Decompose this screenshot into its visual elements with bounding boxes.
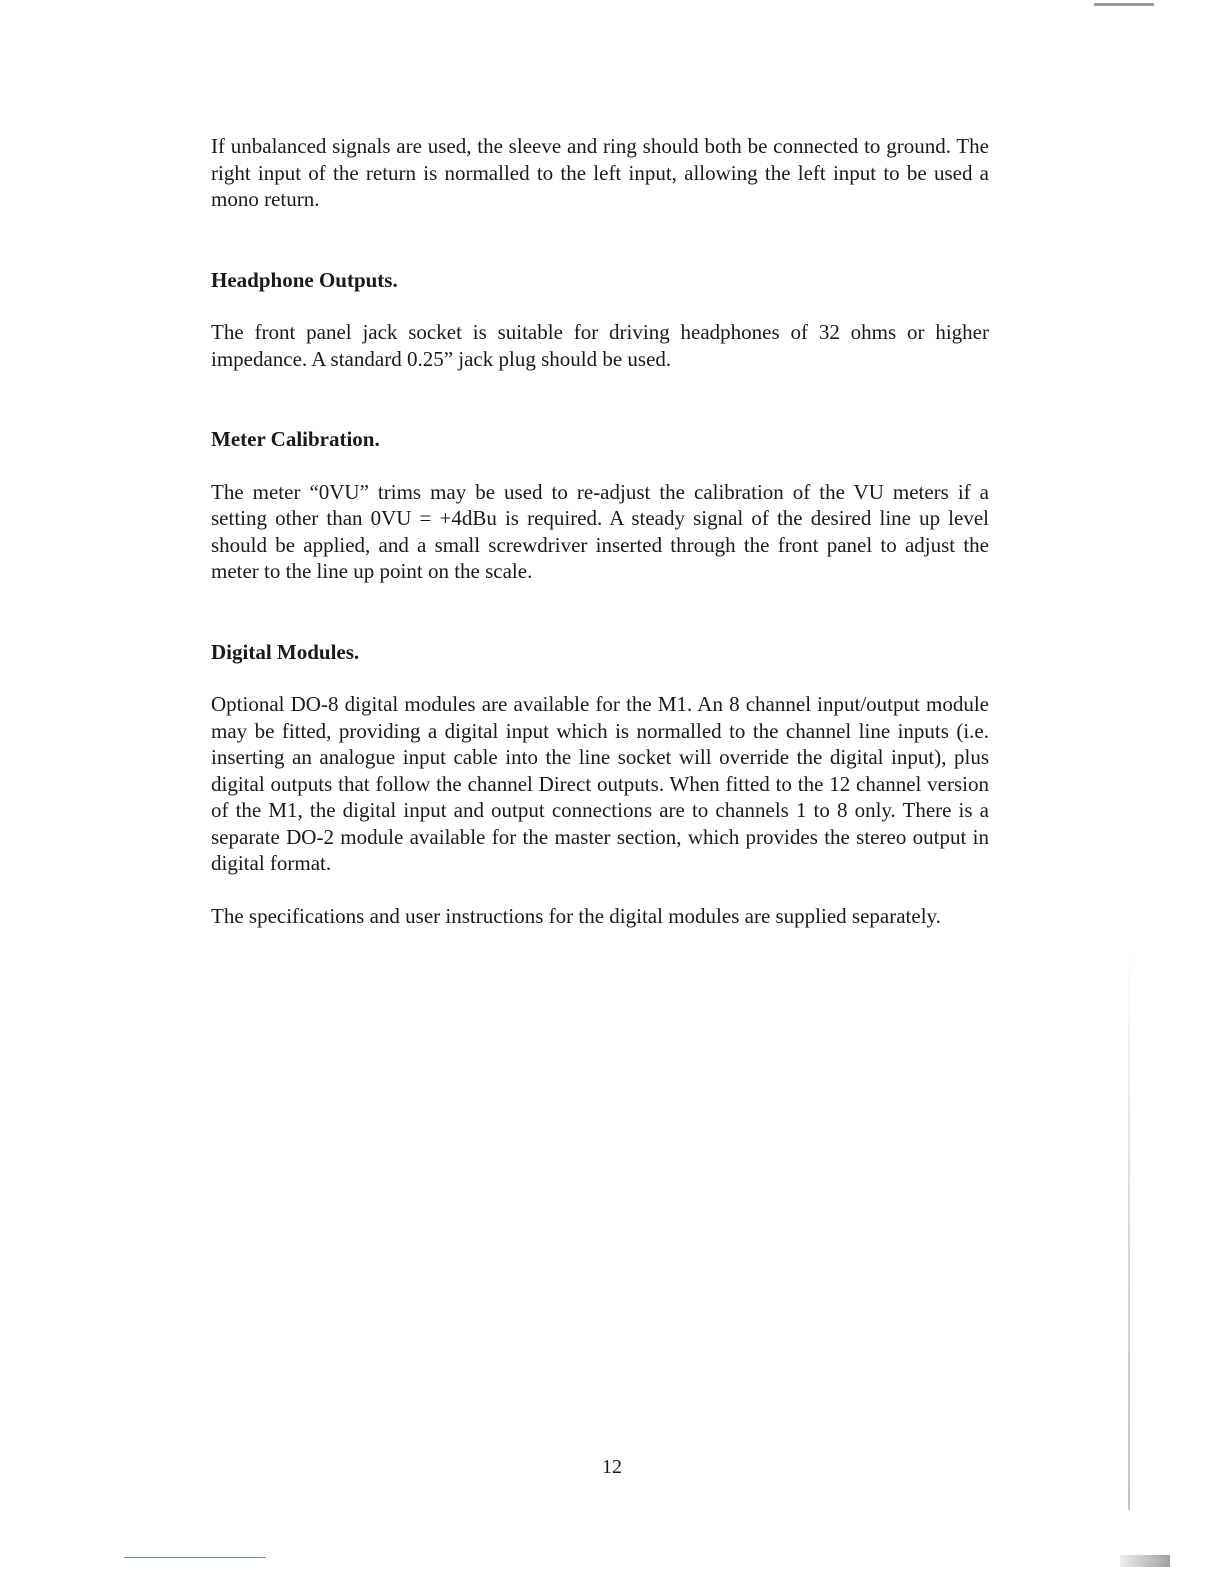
spacer	[211, 293, 989, 319]
spacer	[211, 372, 989, 426]
scan-artifact-top	[1094, 3, 1154, 6]
digital-modules-note-paragraph: The specifications and user instructions for the digital modules are supplied separately.	[211, 903, 941, 928]
heading-headphone-outputs: Headphone Outputs.	[211, 267, 398, 292]
scan-artifact-right-edge	[1128, 950, 1130, 1510]
headphone-outputs-paragraph: The front panel jack socket is suitable for driving headphones of 32 ohms or higher impedance. A standard 0.25” jack plug should be used.	[211, 320, 989, 371]
digital-modules-paragraph: Optional DO-8 digital modules are available for the M1. An 8 channel input/output module may be fitted, providing a digital input which is normalled to the channel line inputs (i.e. inserting an analogue input cable into the line socket will override the digital input), plus digital outputs that follow the channel Direct outputs. When fitted to the 12 channel version of the M1, the digital input and output connections are to channels 1 to 8 only. There is a separate DO-2 module available for the master section, which provides the stereo output in digital format.	[211, 692, 989, 875]
intro-paragraph: If unbalanced signals are used, the sleeve and ring should both be connected to ground. The right input of the return is normalled to the left input, allowing the left input to be used a mono return.	[211, 134, 989, 211]
page-number: 12	[602, 1456, 622, 1478]
meter-calibration-paragraph: The meter “0VU” trims may be used to re-adjust the calibration of the VU meters if a setting other than 0VU = +4dBu is required. A steady signal of the desired line up level should be applied, and a small screwdriver inserted through the front panel to adjust the meter to the line up point on the scale.	[211, 479, 989, 583]
spacer	[211, 665, 989, 691]
scan-artifact-bottom	[1120, 1555, 1170, 1567]
spacer	[211, 213, 989, 267]
heading-meter-calibration: Meter Calibration.	[211, 427, 380, 451]
spacer	[211, 453, 989, 479]
spacer	[211, 877, 989, 903]
page-content	[211, 133, 989, 929]
spacer	[211, 585, 989, 639]
footnote-rule	[124, 1557, 266, 1558]
heading-digital-modules: Digital Modules.	[211, 639, 360, 664]
